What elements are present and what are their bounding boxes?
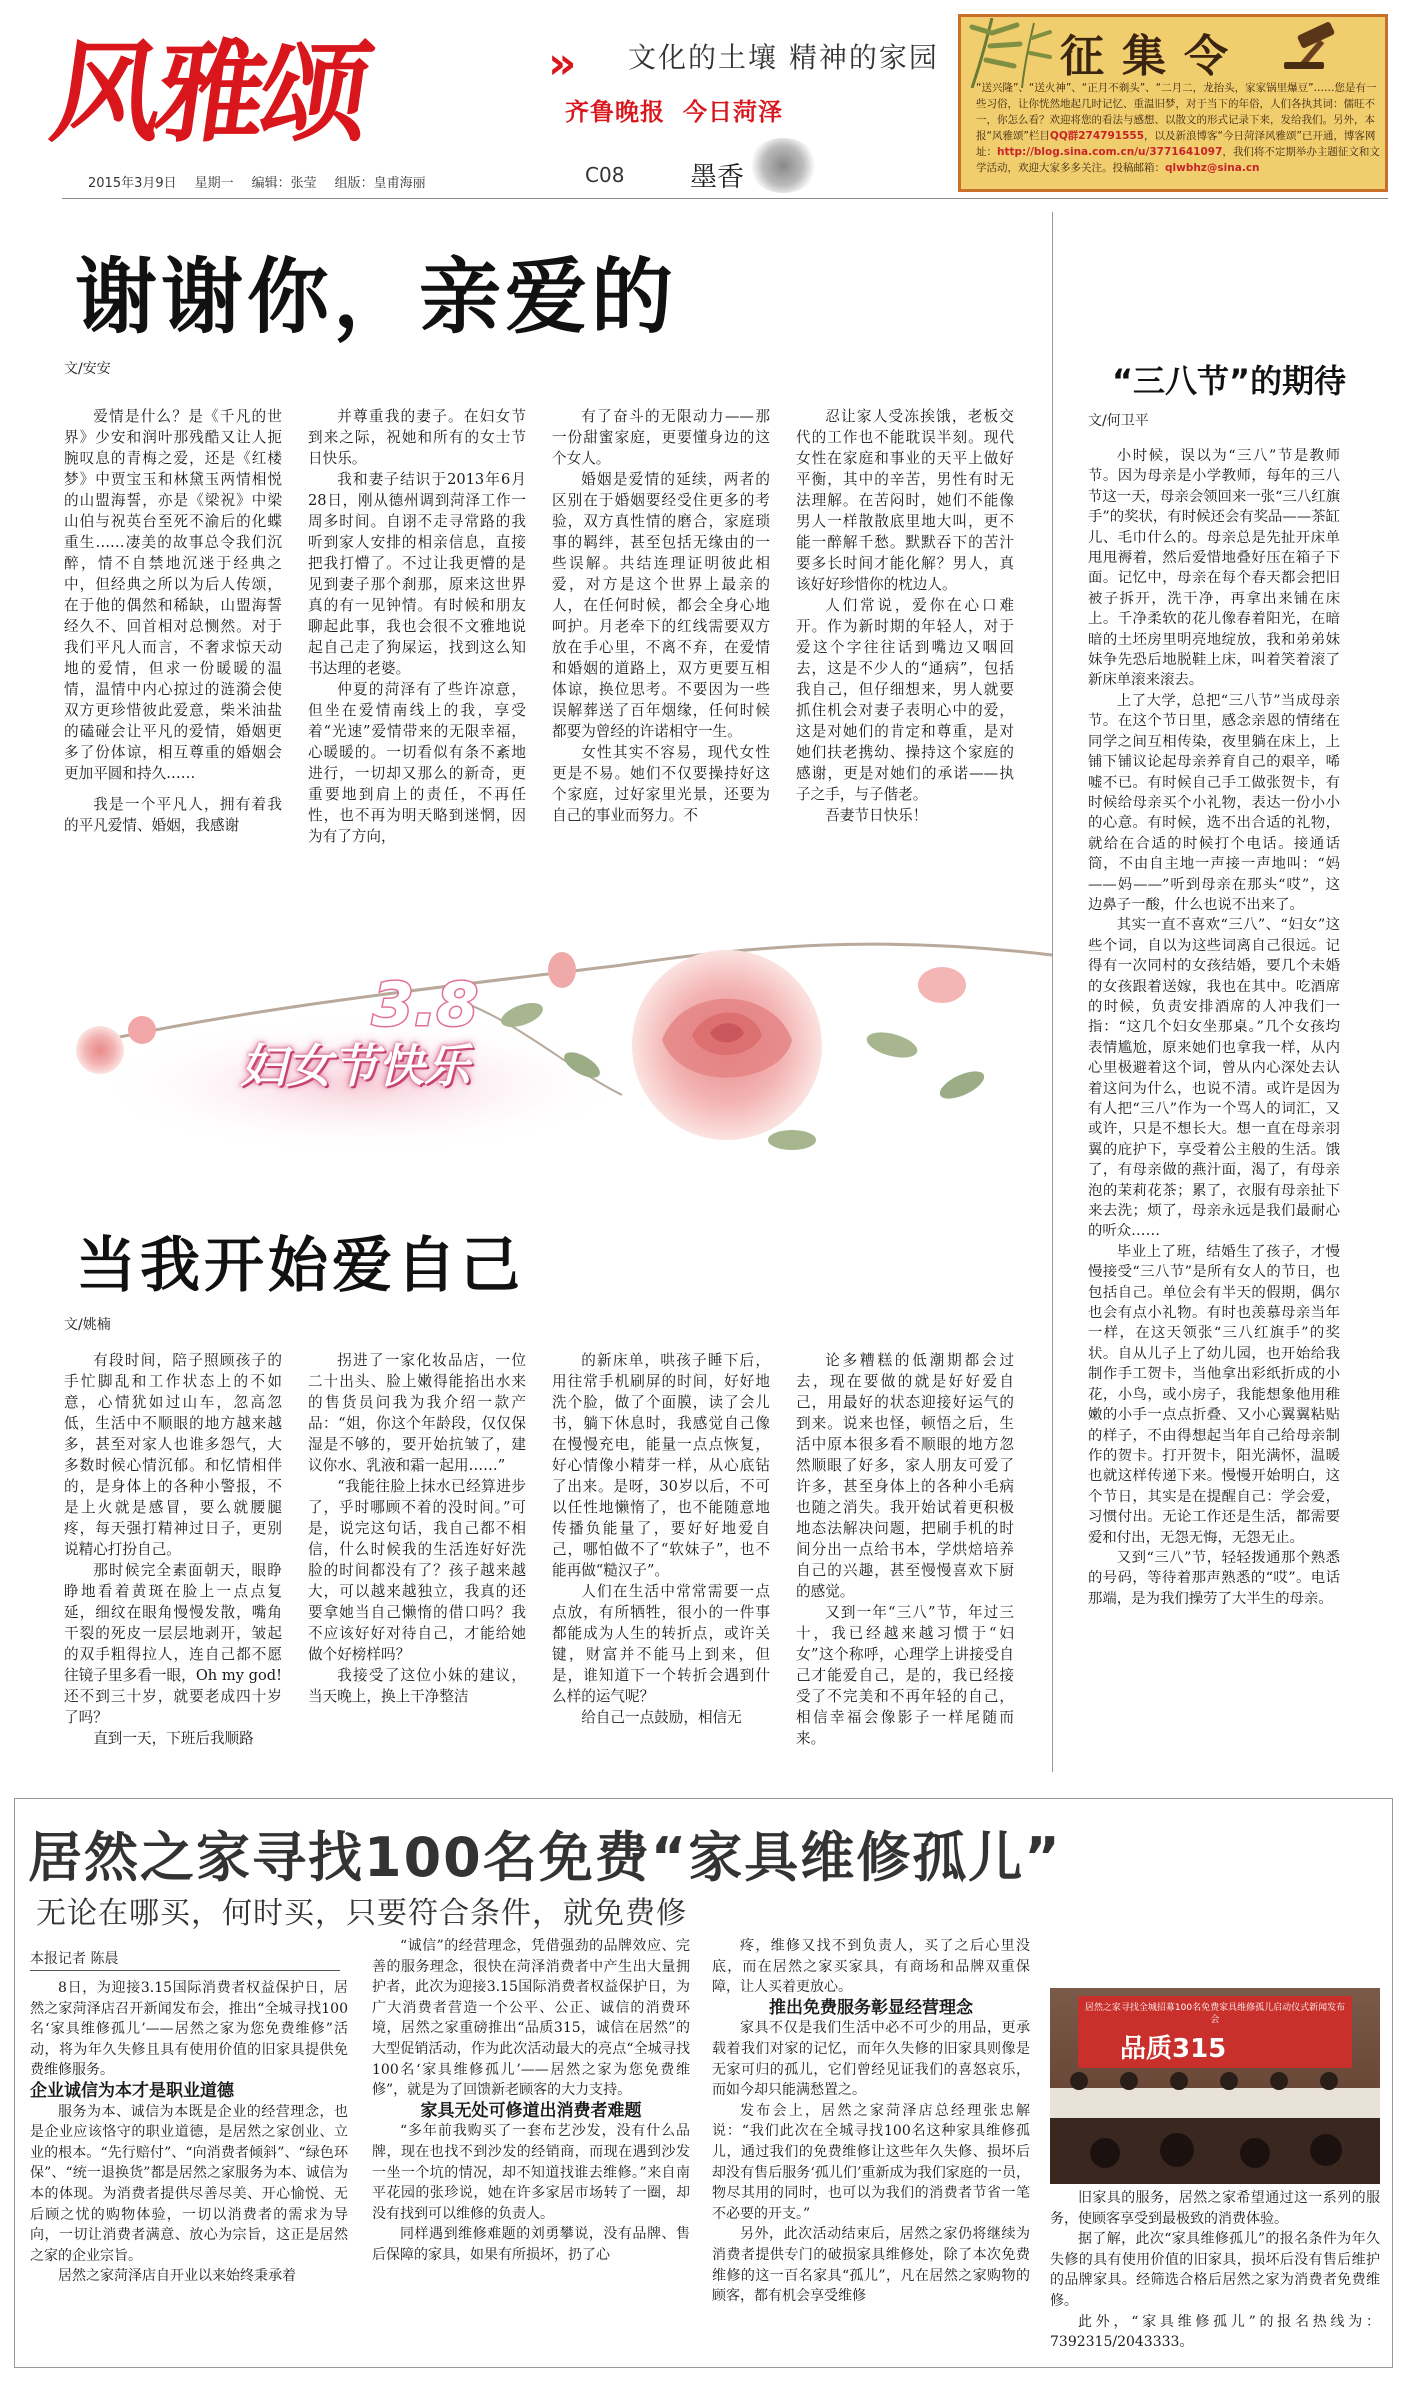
ad-reporter: 本报记者 陈晨	[30, 1948, 340, 1971]
paragraph: 人们在生活中常常需要一点点放，有所牺牲，很小的一件事都能成为人生的转折点，或许关键，财富并不能马上到来，但是，谁知道下一个转折会遇到什么样的运气呢？	[552, 1583, 770, 1705]
header-rule	[62, 198, 1388, 199]
ad-column-2	[372, 1936, 690, 2266]
ad-column-4	[1050, 2188, 1380, 2353]
ad-subhead-2: 家具无处可修道出消费者难题	[420, 2100, 642, 2121]
chevron-icon: »	[548, 38, 577, 89]
article1-column-1	[64, 406, 282, 836]
ad-subtitle: 无论在哪买，何时买，只要符合条件，就免费修	[36, 1896, 687, 1931]
notice-qq: QQ群274791555	[1049, 130, 1144, 142]
ad-headline-a: 居然之家寻找100名免费	[28, 1826, 651, 1889]
issue-weekday: 星期一	[194, 176, 234, 191]
paragraph: 同样遇到维修难题的刘勇攀说，没有品牌、售后保障的家具，如果有所损坏，扔了心	[372, 2226, 690, 2263]
ad-headline	[28, 1815, 1062, 1892]
paragraph: “我能往脸上抹水已经算进步了，乎时哪顾不着的没时间。”可是，说完这句话，我自己都不相信，什么时候我的生活连好好洗脸的时间都没有了？孩子越来越大，可以越来越独立，我真的还要拿她当自己懒惰的借口吗？我不应该好好对待自己，才能给她做个好榜样吗？	[308, 1478, 526, 1663]
paragraph: 女性其实不容易，现代女性更是不易。她们不仅要操持好这个家庭，过好家里光景，还要为自己的事业而努力。不	[552, 744, 770, 824]
issue-date: 2015年3月9日	[88, 176, 177, 191]
paragraph: 忍让家人受冻挨饿，老板交代的工作也不能耽误半刻。现代女性在家庭和事业的天平上做好平衡，其中的辛苦，男性有时无法理解。在苦闷时，她们不能像男人一样散散底里地大叫，更不能一醉解千愁。默默吞下的苦汁要多长时间才能化解？男人，真该好好珍惜你的枕边人。	[796, 408, 1014, 593]
paragraph: 婚姻是爱情的延续，两者的区别在于婚姻要经受住更多的考验，双方真性情的磨合，家庭琐事的羁绊，甚至包括无缘由的一些误解。共结连理证明彼此相爱，对方是这个世界上最亲的人，在任何时候，都会全身心地呵护。月老牵下的红线需要双方放在手心里，不离不弃，在爱情和婚姻的道路上，双方更要互相体谅，换位思考。不要因为一些误解葬送了百年烟缘，任何时候都要为曾经的许诺相守一生。	[552, 471, 770, 740]
notice-text-1: “送兴隆”、“送火神”、“正月不剃头”、“二月二，龙抬头，家家锅里爆豆”……您是有一些习俗，让你恍然地起几时记忆、重温旧梦，对于当下的年俗，人们各执其词：儒旺不一，你怎么看？欢迎将您的看法与感想、以散文的形式记录下来，发给我们。另外，本报“风雅颂”栏目	[976, 82, 1377, 142]
masthead-logo: 风雅颂	[43, 29, 374, 157]
issue-info	[88, 172, 444, 191]
ad-subhead-3: 推出免费服务彰显经营理念	[769, 1997, 973, 2018]
paragraph: 拐进了一家化妆品店，一位二十出头、脸上嫩得能掐出水来的售货员问我为我介绍一款产品：“姐，你这个年龄段，仅仅保湿是不够的，要开始抗皱了，建议你水、乳液和霜一起用……”	[308, 1352, 526, 1474]
ad-column-1	[30, 1978, 348, 2287]
article1-title: 谢谢你，亲爱的	[75, 250, 678, 345]
paragraph: 吾妻节日快乐！	[825, 807, 928, 824]
brand-paper: 齐鲁晚报	[565, 97, 665, 126]
notice-url: http://blog.sina.com.cn/u/3771641097	[997, 146, 1223, 158]
column-divider	[1052, 212, 1053, 1772]
notice-text-2: ，以及新浪博客“今日菏泽风雅颂”已开通，博客网址：	[976, 130, 1376, 158]
article2-title: “三八节”的期待	[1112, 362, 1347, 400]
paragraph: 我接受了这位小妹的建议，当天晚上，换上干净整洁	[308, 1667, 526, 1705]
paragraph: 毕业上了班，结婚生了孩子，才慢慢接受“三八节”是所有女人的节日，也包括自己。单位会有半天的假期，偶尔也会有点小礼物。有时也羡慕母亲当年一样，在这天领张“三八红旗手”的奖状。自从儿子上了幼儿园，也开始给我制作手工贺卡，当他拿出彩纸折成的小花，小鸟，或小房子，我能想象他用稚嫩的小手一点点折叠、又小心翼翼粘贴的样子，不由得想起当年自己给母亲制作的贺卡。打开贺卡，阳光满怀，温暖也就这样传递下来。慢慢开始明白，这个节日，其实是在提醒自己：学会爱，习惯付出。无论工作还是生活，都需要爱和付出，无怨无悔，无怨无止。	[1088, 1243, 1340, 1546]
article1-byline: 文/安安	[64, 361, 111, 377]
paragraph: 上了大学，总把“三八节”当成母亲节。在这个节日里，感念亲恩的情绪在同学之间互相传染，夜里躺在床上，上铺下铺议论起母亲养育自己的艰辛，唏嘘不已。有时候自己手工做张贺卡，有时候给母亲买个小礼物，表达一份小小的心意。有时候，选不出合适的礼物，就给在合适的时候打个电话。接通话筒，不由自主地一声接一声地叫：“妈——妈——”听到母亲在那头“哎”，这边鼻子一酸，什么也说不出来了。	[1088, 692, 1340, 913]
ad-column-3	[712, 1936, 1030, 2307]
ink-blot-icon	[748, 138, 818, 193]
photo-backdrop-logo: 品质315	[1120, 2034, 1227, 2064]
paragraph: 直到一天，下班后我顺路	[93, 1730, 254, 1747]
article3-byline: 文/姚楠	[64, 1317, 111, 1333]
paragraph: 给自己一点鼓励，相信无	[581, 1709, 742, 1726]
press-conference-photo	[1050, 1988, 1380, 2184]
paragraph: 有段时间，陪子照顾孩子的手忙脚乱和工作状态上的不如意，心情犹如过山车，忽高忽低，生活中不顺眼的地方越来越多，甚至对家人也谁多怨气，大多数时候心情沉郁。和忆情相伴的，是身体上的各种小警报，不是上火就是感冒，要么就腰腿疼，每天强打精神过日子，更别说精心打扮自己。	[64, 1352, 282, 1558]
womens-day-banner	[62, 925, 1052, 1170]
page-number: C08	[585, 163, 625, 187]
paragraph: 据了解，此次“家具维修孤儿”的报名条件为年久失修的具有使用价值的旧家具，损坏后没有售后维护的品牌家具。经筛选合格后居然之家为消费者免费维修。	[1050, 2231, 1380, 2309]
paragraph: 又到“三八”节，轻轻拨通那个熟悉的号码，等待着那声熟悉的“哎”。电话那端，是为我们操劳了大半生的母亲。	[1088, 1549, 1340, 1607]
paragraph: 另外，此次活动结束后，居然之家仍将继续为消费者提供专门的破损家具维修处，除了本次免费维修的这一百名家具“孤儿”，凡在居然之家购物的顾客，都有机会享受维修	[712, 2226, 1030, 2305]
ad-subhead-1: 企业诚信为本才是职业道德	[30, 2080, 234, 2101]
article2-body	[1088, 446, 1340, 1609]
paragraph: 并尊重我的妻子。在妇女节到来之际，祝她和所有的女士节日快乐。	[308, 408, 526, 467]
paragraph: 我是一个平凡人，拥有着我的平凡爱情、婚姻，我感谢	[64, 796, 282, 834]
article1-column-4	[796, 406, 1014, 826]
banner-number-art: 3.8	[372, 970, 479, 1040]
paragraph: 有了奋斗的无限动力——那一份甜蜜家庭，更要懂身边的这个女人。	[552, 408, 770, 467]
article3-title: 当我开始爱自己	[76, 1231, 524, 1301]
gavel-icon	[1280, 22, 1350, 72]
article1-column-2	[308, 406, 526, 847]
notice-text-3: ，我们将不定期举办主题征文和文学活动，欢迎大家多多关注。投稿邮箱：	[976, 146, 1380, 174]
paragraph: 其实一直不喜欢“三八”、“妇女”这些个词，自以为这些词离自己很远。记得有一次同村的女孩结婚，要几个未婚的女孩跟着送嫁，我也在其中。吃酒席的时候，负责安排酒席的人冲我们一指：“这几个妇女坐那桌。”几个女孩均表情尴尬，原来她们也拿我一样，从内心里极避着这个词，曾从内心深处去认着这问为什么，也说不清。或许是因为有人把“三八”作为一个骂人的词汇，又或许，只是不想长大。想一直在母亲羽翼的庇护下，享受着公主般的生活。饿了，有母亲做的燕汁面，渴了，有母亲泡的茉莉花茶；累了，衣服有母亲扯下来去洗；烦了，母亲永远是我们最耐心的听众……	[1088, 917, 1340, 1240]
bamboo-icon	[962, 18, 1057, 88]
paragraph: 家具不仅是我们生活中必不可少的用品，更承载着我们对家的记忆，而年久失修的旧家具则像是无家可归的孤儿，它们曾经见证我们的喜怒哀乐，而如今却只能满愁置之。	[712, 2020, 1030, 2099]
article3-column-2	[308, 1350, 526, 1707]
paragraph: 小时候，误以为“三八”节是教师节。因为母亲是小学教师，每年的三八节这一天，母亲会领回来一张“三八红旗手”的奖状，有时候还会有奖品——茶缸儿、毛巾什么的。母亲总是先扯开床单甩甩褥着，然后爱惜地叠好压在箱子下面。记忆中，母亲在每个春天都会把旧被子拆开，洗干净，再拿出来铺在床上。千净柔软的花儿像春着阳光，在暗暗的土坯房里明亮地绽放，我和弟弟妹妹争先恐后地脱鞋上床，叫着笑着滚了新床单滚来滚去。	[1088, 448, 1340, 689]
paragraph: 居然之家菏泽店自开业以来始终秉承着	[58, 2268, 296, 2285]
paragraph: 那时候完全素面朝天，眼睁睁地看着黄斑在脸上一点点复延，细纹在眼角慢慢发散，嘴角干裂的死皮一层层地剥开，皱起的双手粗得拉人，连自己都不愿往镜子里多看一眼，Oh my god!还不到三十岁，就要老成四十岁了吗？	[64, 1562, 282, 1726]
notice-title: 征集令	[1060, 31, 1246, 82]
paragraph: 发布会上，居然之家菏泽店总经理张忠解说：“我们此次在全城寻找100名这种家具维修孤儿，通过我们的免费维修让这些年久失修、损坏后却没有售后服务‘孤儿们’重新成为我们家庭的一员，物尽其用的同时，也可以为我们的消费者节省一笔不必要的开支。”	[712, 2102, 1030, 2222]
brand-sub: 今日菏泽	[683, 97, 783, 126]
paragraph: 我和妻子结识于2013年6月28日，刚从德州调到菏泽工作一周多时间。自诩不走寻常路的我听到家人安排的相亲信息，直接把我打懵了。不过让我更懵的是见到妻子那个刹那，原来这世界真的有一见钟情。有时候和朋友聊起此事，我也会很不文雅地说起自己走了狗屎运，找到这么知书达理的老婆。	[308, 471, 526, 677]
paragraph: 人们常说，爱你在心口难开。作为新时期的年轻人，对于爱这个字往往话到嘴边又咽回去，这是不少人的“通病”，包括我自己，但仔细想来，男人就要抓住机会对妻子表明心中的爱，这是对她们的肯定和尊重，是对她们扶老携幼、操持这个家庭的感谢，更是对她们的承诺——执子之手，与子偕老。	[796, 597, 1014, 803]
article1-column-3	[552, 406, 770, 826]
paragraph: 8日，为迎接3.15国际消费者权益保护日，居然之家菏泽店召开新闻发布会，推出“全城寻找100名‘家具维修孤儿’——居然之家为您免费维修”活动，将为年久失修且具有使用价值的旧家具提供免费维修服务。	[30, 1980, 348, 2079]
section-name: 墨香	[690, 162, 744, 193]
paragraph: 论多糟糕的低潮期都会过去，现在要做的就是好好爱自己，用最好的状态迎接好运气的到来。说来也怪，顿悟之后，生活中原本很多看不顺眼的地方忽然顺眼了好多，家人朋友可爱了许多，甚至身体上的各种小毛病也随之消失。我开始试着更积极地态法解决问题，把刷手机的时间分出一点给书本，学烘焙培养自己的兴趣，甚至慢慢喜欢下厨的感觉。	[796, 1352, 1014, 1600]
article3-column-1	[64, 1350, 282, 1749]
issue-layout: 组版：皇甫海丽	[334, 176, 426, 191]
article3-column-4	[796, 1350, 1014, 1749]
paragraph: 又到一年“三八”节，年过三十，我已经越来越习惯于“妇女”这个称呼，心理学上讲接受自己才能爱自己，是的，我已经接受了不完美和不再年轻的自己，相信幸福会像影子一样尾随而来。	[796, 1604, 1014, 1747]
paragraph: 爱情是什么？是《千凡的世界》少安和润叶那残酷又让人扼腕叹息的青梅之爱，还是《红楼梦》中贾宝玉和林黛玉两情相悦的山盟海誓，亦是《梁祝》中梁山伯与祝英台至死不渝后的化蝶重生……凄美的故事总令我们沉醉，情不自禁地沉迷于经典之中，但经典之所以为后人传颂，在于他的偶然和稀缺，山盟海誓经久不、回首相对总恻然。对于我们平凡人而言，不奢求惊天动地的爱情，但求一份暖暖的温情，温情中内心掠过的涟漪会使双方更珍惜彼此爱意，柴米油盐的磕碰会让平凡的爱情，婚姻更多了份体谅，相互尊重的婚姻会更加平圆和持久……	[64, 408, 282, 782]
paragraph: 此外，“家具维修孤儿”的报名热线为：7392315/2043333。	[1050, 2313, 1380, 2351]
photo-backdrop-banner: 居然之家寻找全城招募100名免费家具维修孤儿启动仪式新闻发布会	[1084, 2003, 1346, 2025]
paragraph: “多年前我购买了一套布艺沙发，没有什么品牌，现在也找不到沙发的经销商，而现在遇到沙发一坐一个坑的情况，却不知道找谁去维修。”来自南平花园的张珍说，她在许多家居市场转了一圈，却没有找到可以维修的负责人。	[372, 2123, 690, 2222]
issue-editor: 编辑：张莹	[251, 176, 317, 191]
tagline: 文化的土壤 精神的家园	[628, 41, 939, 74]
notice-body	[976, 80, 1380, 176]
paragraph: 疼，维修又找不到负责人，买了之后心里没底，而在居然之家买家具，有商场和品牌双重保障，让人买着更放心。	[712, 1938, 1030, 1996]
ad-headline-b: “家具维修孤儿”	[650, 1826, 1062, 1889]
newspaper-brand	[565, 92, 801, 127]
notice-email: qlwbhz@sina.cn	[1165, 162, 1260, 174]
paragraph: 仲夏的菏泽有了些许凉意，但坐在爱情南线上的我，享受着“光速”爱情带来的无限幸福，心暖暖的。一切看似有条不紊地进行，一切却又那么的新奇，更重要地到肩上的责任，不再任性，也不再为明天略到迷惘，因为有了方向，	[308, 681, 526, 845]
article3-column-3	[552, 1350, 770, 1728]
paragraph: 旧家具的服务，居然之家希望通过这一系列的服务，使顾客享受到最极致的消费体验。	[1050, 2190, 1380, 2227]
paragraph: 服务为本、诚信为本既是企业的经营理念，也是企业应该恪守的职业道德，是居然之家创业、立业的根本。“先行赔付”、“向消费者倾斜”、“绿色环保”、“统一退换货”都是居然之家服务为本、诚信为本的体现。为消费者提供尽善尽美、开心愉悦、无后顾之忧的购物体验，一切以消费者的需求为导向，一切让消费者满意、放心为宗旨，这正是居然之家的企业宗旨。	[30, 2103, 348, 2264]
banner-title-art: 妇女节快乐	[240, 1039, 470, 1093]
paragraph: 的新床单，哄孩子睡下后，用往常手机刷屏的时间，好好地洗个脸，做了个面膜，读了会儿书，躺下休息时，我感觉自己像在慢慢充电，能量一点点恢复，好心情像小精芽一样，从心底钻了出来。是呀，30岁以后，不可以任性地懒惰了，也不能随意地传播负能量了，要好好地爱自己，哪怕做不了“软妹子”，也不能再做“糙汉子”。	[552, 1352, 770, 1579]
article2-byline: 文/何卫平	[1088, 413, 1149, 429]
paragraph: “诚信”的经营理念，凭借强劲的品牌效应、完善的服务理念，很快在菏泽消费者中产生出大量拥护者，此次为迎接3.15国际消费者权益保护日，为广大消费者营造一个公平、公正、诚信的消费环境，居然之家重磅推出“品质315，诚信在居然”的大型促销活动，作为此次活动最大的亮点“全城寻找100名‘家具维修孤儿’——居然之家为您免费维修”，就是为了回馈新老顾客的大力支持。	[372, 1938, 690, 2099]
